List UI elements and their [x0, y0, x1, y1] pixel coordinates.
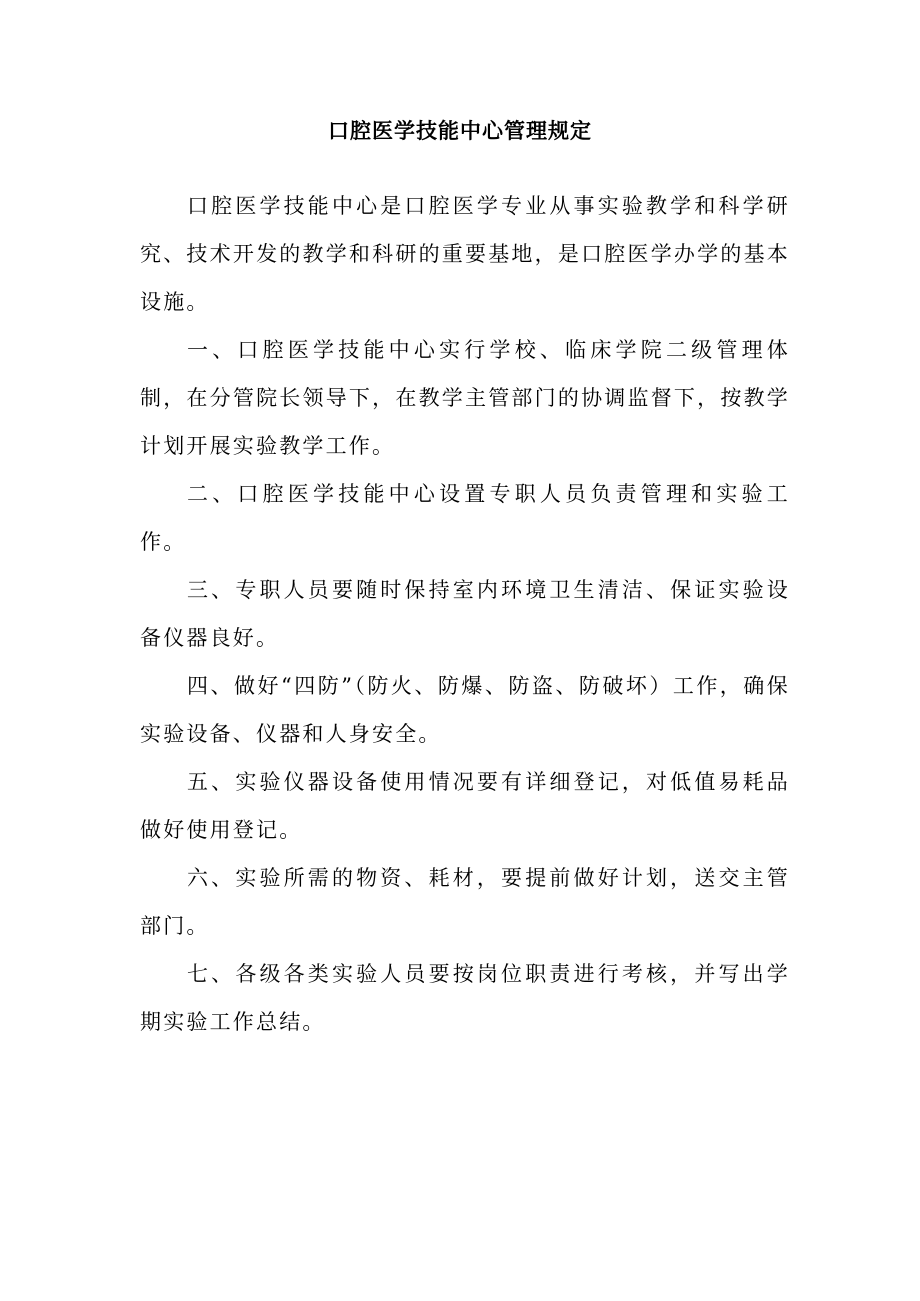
rule-paragraph-6: 六、实验所需的物资、耗材，要提前做好计划，送交主管部门。: [140, 866, 790, 938]
document-body: [140, 182, 790, 1046]
document-title: 口腔医学技能中心管理规定: [328, 118, 592, 143]
rule-paragraph-1: 一、口腔医学技能中心实行学校、临床学院二级管理体制，在分管院长领导下，在教学主管部门的协调监督下，按教学计划开展实验教学工作。: [140, 338, 790, 458]
rule-paragraph-2: 二、口腔医学技能中心设置专职人员负责管理和实验工作。: [140, 482, 790, 554]
rule-paragraph-4: 四、做好“四防”（防火、防爆、防盗、防破坏）工作，确保实验设备、仪器和人身安全。: [140, 674, 790, 746]
rule-paragraph-3: 三、专职人员要随时保持室内环境卫生清洁、保证实验设备仪器良好。: [140, 578, 790, 650]
rule-paragraph-7: 七、各级各类实验人员要按岗位职责进行考核，并写出学期实验工作总结。: [140, 962, 790, 1034]
intro-paragraph: 口腔医学技能中心是口腔医学专业从事实验教学和科学研究、技术开发的教学和科研的重要基地，是口腔医学办学的基本设施。: [140, 194, 790, 314]
rule-paragraph-5: 五、实验仪器设备使用情况要有详细登记，对低值易耗品做好使用登记。: [140, 770, 790, 842]
